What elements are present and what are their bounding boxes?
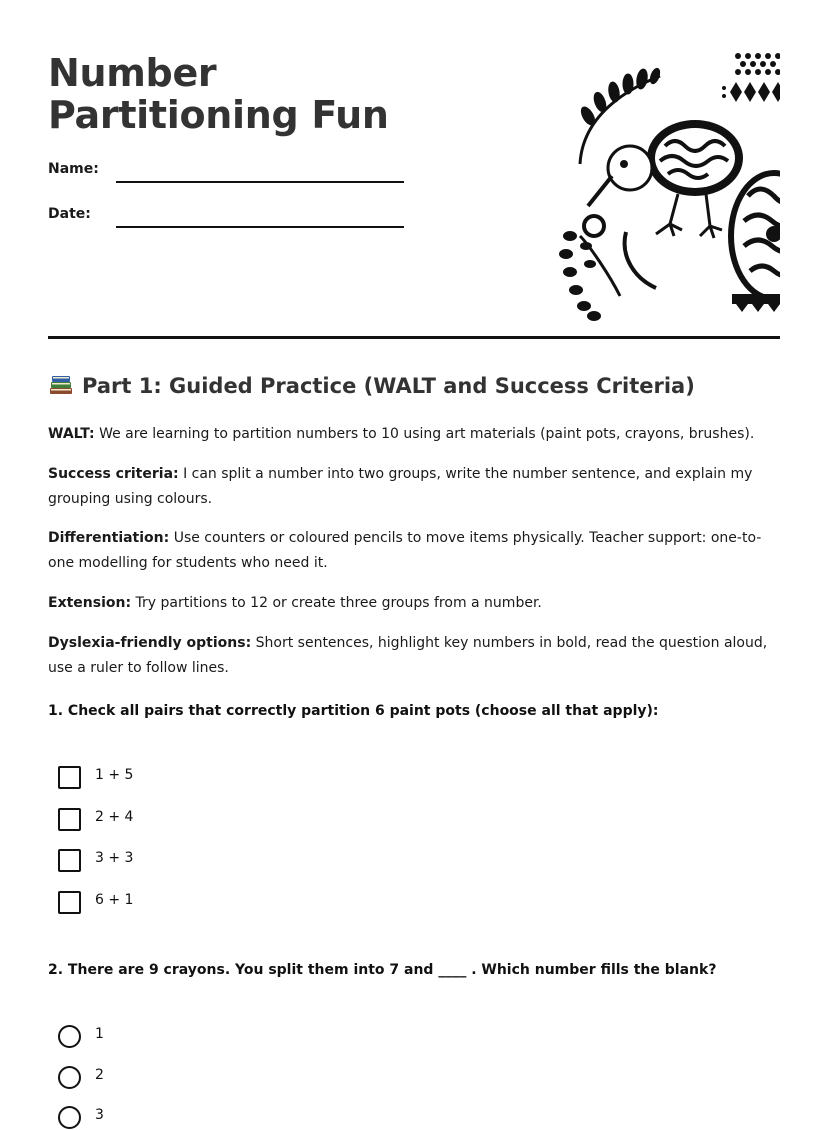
q1-option-label: 2 + 4 (95, 809, 134, 825)
q2-option-label: 3 (95, 1107, 104, 1123)
date-field (48, 206, 408, 228)
part1-heading-text: Part 1: Guided Practice (WALT and Success Criteria) (82, 374, 695, 398)
patterned-egg-icon (728, 170, 780, 312)
dyslexia-text: Short sentences, highlight key numbers in bold, read the question aloud, use a ruler to follow lines. (48, 635, 768, 676)
kiwi-bird-icon (588, 120, 743, 238)
differentiation-paragraph (48, 526, 780, 576)
pattern-band-icon (722, 52, 780, 102)
date-label: Date: (48, 206, 91, 222)
q1-option-label: 3 + 3 (95, 850, 134, 866)
differentiation-text: Use counters or coloured pencils to move items physically. Teacher support: one-to-one modelling for students who need it. (48, 530, 762, 571)
checkbox[interactable] (58, 808, 81, 831)
name-label: Name: (48, 161, 99, 177)
differentiation-label: Differentiation: (48, 530, 170, 546)
q1-option-label: 1 + 5 (95, 767, 134, 783)
checkbox[interactable] (58, 766, 81, 789)
walt-label: WALT: (48, 426, 95, 442)
extension-text: Try partitions to 12 or create three groups from a number. (131, 595, 542, 611)
radio-button[interactable] (58, 1025, 81, 1048)
koru-icon (559, 216, 656, 321)
name-field (48, 161, 408, 183)
q2-option-label: 1 (95, 1026, 104, 1042)
q2-option-label: 2 (95, 1067, 104, 1083)
books-icon (48, 374, 74, 396)
walt-paragraph (48, 422, 780, 447)
question-2: 2. There are 9 crayons. You split them into 7 and ____ . Which number fills the blank? (48, 962, 717, 978)
dyslexia-label: Dyslexia-friendly options: (48, 635, 252, 651)
date-line[interactable] (116, 226, 404, 228)
extension-label: Extension: (48, 595, 132, 611)
q1-option-label: 6 + 1 (95, 892, 134, 908)
checkbox[interactable] (58, 849, 81, 872)
kiwi-illustration (510, 46, 780, 322)
page-title: Number Partitioning Fun (48, 51, 389, 137)
header-divider (48, 336, 780, 339)
success-label: Success criteria: (48, 466, 179, 482)
dyslexia-paragraph (48, 631, 780, 681)
part1-heading (48, 374, 695, 398)
checkbox[interactable] (58, 891, 81, 914)
extension-paragraph (48, 591, 780, 616)
name-line[interactable] (116, 181, 404, 183)
success-criteria-paragraph (48, 462, 780, 512)
question-1: 1. Check all pairs that correctly partition 6 paint pots (choose all that apply): (48, 703, 659, 719)
walt-text: We are learning to partition numbers to 10 using art materials (paint pots, crayons, brushes). (94, 426, 755, 442)
radio-button[interactable] (58, 1066, 81, 1089)
success-text: I can split a number into two groups, write the number sentence, and explain my grouping using colours. (48, 466, 753, 507)
